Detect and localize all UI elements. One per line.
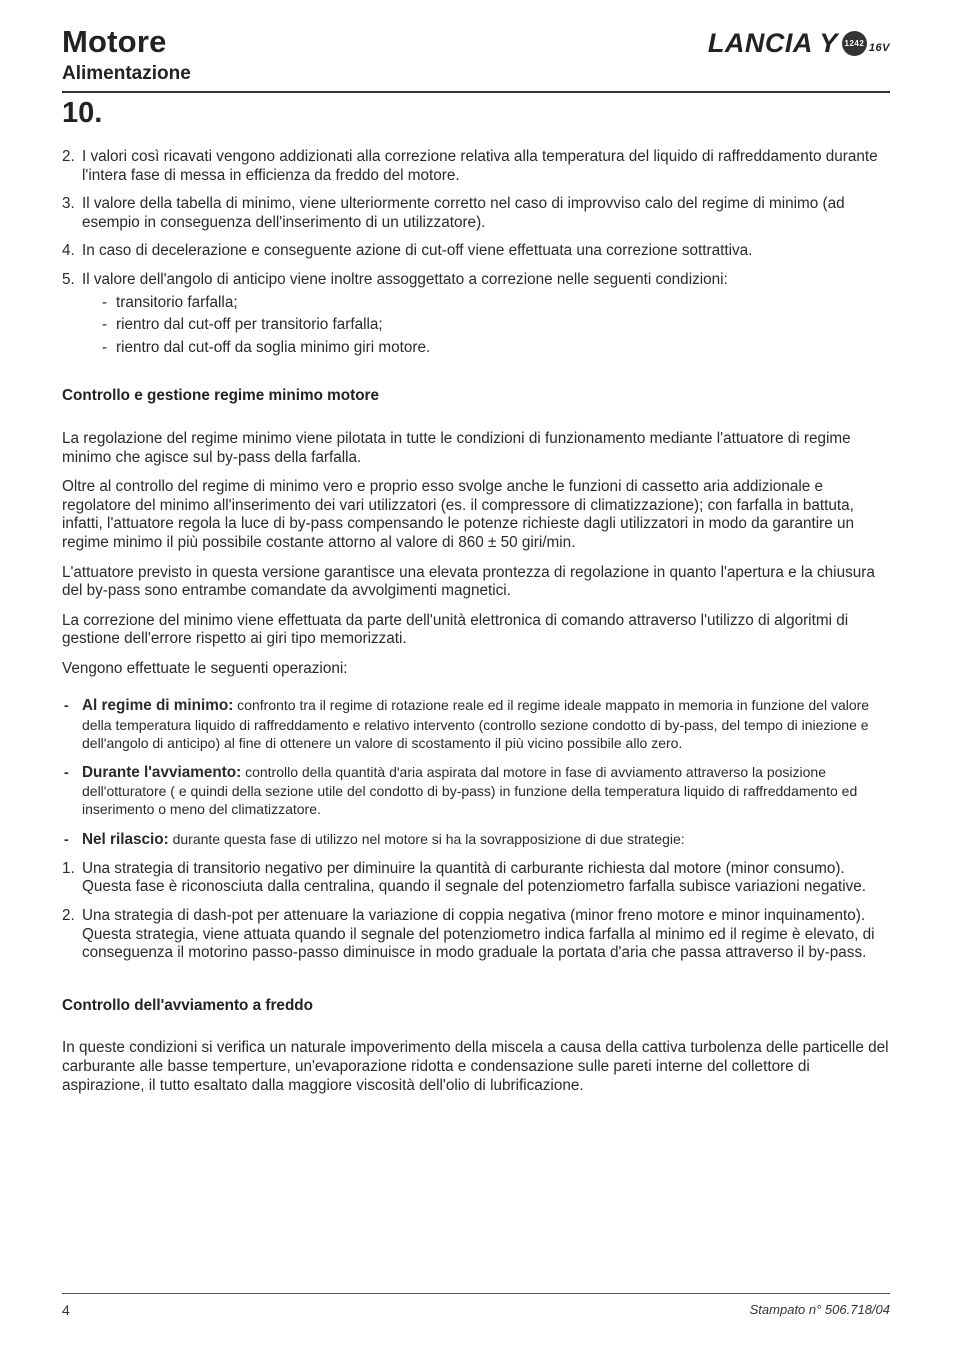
section-heading: Controllo dell'avviamento a freddo: [62, 996, 313, 1014]
paragraph: Oltre al controllo del regime di minimo vero e proprio esso svolge anche le funzioni di cassetto aria addizionale e regolatore del minimo all'inserimento dei vari utilizzatori (es. il compressore di climatizzazione); con farfalla in battuta, infatti, l'attuatore regola la luce di by-pass compensando le potenze richieste dagli utilizzatori in modo da garantire un regime minimo il più possibile costante attorno al valore di 860 ± 50 giri/min.: [62, 478, 855, 551]
operation-item: [62, 830, 890, 849]
item-text: I valori così ricavati vengono addizionati alla correzione relativa alla temperatura del liquido di raffreddamento durante l'intera fase di messa in efficienza da freddo del motore.: [82, 148, 878, 184]
item-text: Il valore della tabella di minimo, viene ulteriormente corretto nel caso di improvviso calo del regime di minimo (ad esempio in conseguenza dell'inserimento di un utilizzatore).: [82, 195, 845, 231]
dash-bullet: -: [64, 697, 69, 714]
section-number: 10.: [62, 97, 103, 129]
dash-bullet: -: [64, 830, 69, 847]
model-badge-icon: 1242: [842, 31, 867, 56]
item-number: 2.: [62, 907, 75, 925]
condition-item: - rientro dal cut-off per transitorio farfalla;: [102, 316, 890, 335]
paragraph: L'attuatore previsto in questa versione garantisce una elevata prontezza di regolazione in quanto l'apertura e la chiusura del by-pass sono entrambe comandate da avvolgimenti magnetici.: [62, 563, 875, 600]
page-title: Motore: [62, 24, 167, 59]
paragraph: La regolazione del regime minimo viene pilotata in tutte le condizioni di funzionamento mediante l'attuatore di regime minimo che agisce sul by-pass della farfalla.: [62, 429, 851, 466]
page-body: [62, 148, 890, 1106]
item-number: 3.: [62, 195, 75, 213]
operation-lead: Al regime di minimo:: [82, 697, 234, 715]
footer-divider: [62, 1293, 890, 1294]
brand-logo: [708, 28, 890, 59]
engine-badge: 16V: [868, 42, 890, 54]
item-text: Una strategia di dash-pot per attenuare la variazione di coppia negativa (minor freno motore e minor inquinamento). Questa strategia, viene attuata quando il segnale del potenziometro indica farfalla al minimo ed il regime è elevato, di conseguenza il motorino passo-passo diminuisce in modo graduale la portata d'aria che passa attraverso il by-pass.: [82, 907, 875, 962]
list-item: [62, 907, 890, 963]
section-heading: Controllo e gestione regime minimo motore: [62, 387, 380, 405]
operation-lead: Nel rilascio:: [82, 830, 169, 848]
list-item: [62, 242, 890, 261]
operation-text: controllo della quantità d'aria aspirata dal motore in fase di avviamento attraverso la posizione dell'otturatore ( e quindi della sezione utile del condotto di by-pass) in funzione della temperatura liquido di raffreddamento ed inserimento o meno del climatizzatore.: [82, 764, 858, 818]
operation-item: [62, 763, 890, 819]
list-item: [62, 860, 890, 897]
operation-lead: Durante l'avviamento:: [82, 764, 242, 782]
page-number: 4: [62, 1302, 70, 1318]
brand-name: LANCIA Y: [707, 28, 838, 58]
dash-bullet: -: [64, 764, 69, 781]
item-number: 5.: [62, 270, 75, 288]
item-number: 1.: [62, 859, 75, 877]
item-text: Una strategia di transitorio negativo per diminuire la quantità di carburante richiesta dal motore (minor consumo). Questa fase è riconosciuta dalla centralina, quando il segnale del potenziometro farfalla subisce variazioni negative.: [82, 859, 867, 896]
paragraph: Vengono effettuate le seguenti operazioni:: [62, 659, 348, 677]
condition-item: - rientro dal cut-off da soglia minimo giri motore.: [102, 339, 890, 358]
conditions-list: [82, 294, 890, 358]
list-item: [62, 271, 890, 357]
item-text: In caso di decelerazione e conseguente azione di cut-off viene effettuata una correzione sottrattiva.: [82, 242, 753, 260]
operation-item: [62, 696, 890, 752]
item-number: 4.: [62, 242, 75, 260]
print-reference: Stampato n° 506.718/04: [749, 1302, 890, 1317]
condition-item: - transitorio farfalla;: [102, 294, 890, 313]
item-number: 2.: [62, 148, 75, 165]
paragraph: La correzione del minimo viene effettuata da parte dell'unità elettronica di comando attraverso l'utilizzo di algoritmi di gestione dell'errore rispetto ai giri tipo memorizzati.: [62, 611, 849, 648]
list-item: [62, 148, 890, 185]
paragraph: In queste condizioni si verifica un naturale impoverimento della miscela a causa della cattiva turbolenza delle particelle del carburante alle basse temperture, un'evaporazione ridotta e condensazione sulle pareti interne del collettore di aspirazione, il tutto esaltato dalla maggiore viscosità dell'olio di lubrificazione.: [62, 1039, 889, 1094]
header-divider: [62, 91, 890, 93]
item-text: Il valore dell'angolo di anticipo viene inoltre assoggettato a correzione nelle seguenti condizioni:: [82, 270, 728, 288]
operation-text: confronto tra il regime di rotazione reale ed il regime ideale mappato in memoria in funzione del valore della temperatura liquido di raffreddamento e relativo intervento (controllo sezione condotto di by-pass, del tempo di iniezione e dell'angolo di anticipo) al fine di ottenere un valore di scostamento il più vicino possibile allo zero.: [82, 697, 870, 751]
operation-text: durante questa fase di utilizzo nel motore si ha la sovrapposizione di due strategie:: [168, 830, 685, 847]
page-subtitle: Alimentazione: [62, 63, 191, 84]
list-item: [62, 195, 890, 232]
